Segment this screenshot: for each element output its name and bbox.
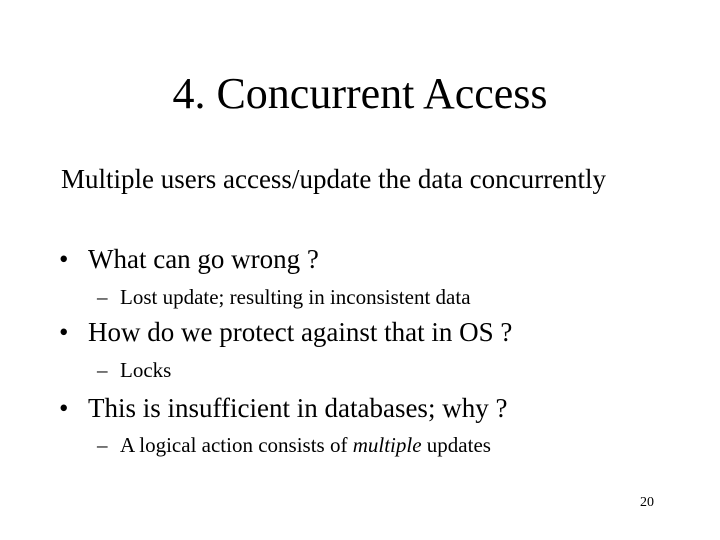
- intro-text: Multiple users access/update the data concurrently: [61, 164, 607, 194]
- bullet-item: [59, 391, 507, 425]
- sub-bullet-item: [97, 357, 171, 383]
- bullet-item: [59, 315, 512, 349]
- sub-bullet-marker: –: [97, 433, 108, 457]
- page-number: 20: [640, 495, 654, 510]
- bullet-marker: •: [59, 393, 69, 423]
- emphasized-word: multiple: [352, 433, 422, 457]
- sub-bullet-marker: –: [97, 358, 108, 382]
- bullet-text: This is insufficient in databases; why ?: [88, 393, 508, 423]
- sub-bullet-text: Locks: [120, 358, 172, 382]
- sub-bullet-marker: –: [97, 285, 108, 309]
- bullet-text: How do we protect against that in OS ?: [88, 317, 513, 347]
- sub-bullet-item: [97, 432, 491, 458]
- bullet-text: What can go wrong ?: [88, 244, 319, 274]
- bullet-marker: •: [59, 317, 69, 347]
- sub-bullet-text-after: updates: [421, 433, 491, 457]
- sub-bullet-item: [97, 284, 471, 310]
- sub-bullet-text: Lost update; resulting in inconsistent data: [120, 285, 471, 309]
- bullet-marker: •: [59, 244, 69, 274]
- bullet-item: [59, 242, 319, 276]
- slide-title: 4. Concurrent Access: [172, 69, 548, 118]
- sub-bullet-text-before: A logical action consists of: [120, 433, 353, 457]
